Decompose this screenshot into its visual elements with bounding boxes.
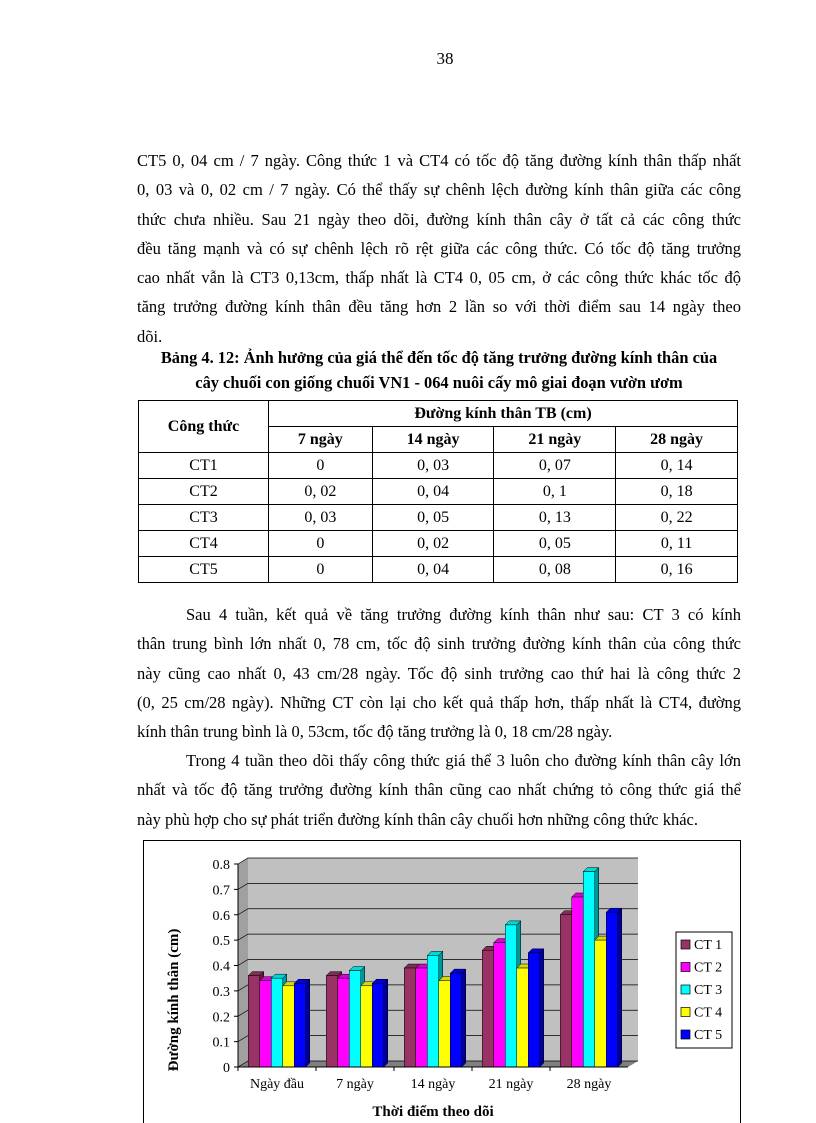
y-axis-title: Đường kính thân (cm) bbox=[166, 928, 182, 1072]
table-cell: 0, 07 bbox=[494, 453, 616, 479]
table-row bbox=[139, 557, 738, 583]
table-cell: CT3 bbox=[139, 505, 269, 531]
table-cell: 0, 16 bbox=[616, 557, 738, 583]
legend-swatch bbox=[681, 1008, 690, 1017]
y-tick-label: 0.6 bbox=[212, 908, 230, 924]
table-cell: 0, 05 bbox=[494, 531, 616, 557]
sub-header: 21 ngày bbox=[494, 427, 616, 453]
table-caption-line: Bảng 4. 12: Ảnh hưởng của giá thể đến tốc độ tăng trưởng đường kính thân của bbox=[160, 348, 718, 367]
table-cell: 0, 04 bbox=[372, 557, 494, 583]
text-line: tăng trưởng đường kính thân đều tăng hơn 2 lần so với thời điểm sau 14 ngày theo bbox=[137, 297, 741, 317]
text-line: Sau 4 tuần, kết quả về tăng trưởng đường kính thân như sau: CT 3 có kính bbox=[186, 605, 741, 624]
table-row bbox=[139, 531, 738, 557]
table-cell: 0, 14 bbox=[616, 453, 738, 479]
bar bbox=[528, 949, 544, 1067]
table-row bbox=[139, 479, 738, 505]
text-line: nhất và tốc độ tăng trưởng đường kính thân cũng cao nhất chứng tỏ công thức giá thể bbox=[137, 780, 741, 800]
x-axis-title: Thời điểm theo dõi bbox=[372, 1104, 494, 1120]
text-line: này cũng cao nhất 0, 43 cm/28 ngày. Tốc độ sinh trưởng cao thứ hai là công thức 2 bbox=[137, 663, 741, 683]
table-cell: 0 bbox=[269, 531, 373, 557]
table-cell: CT2 bbox=[139, 479, 269, 505]
table-caption bbox=[136, 345, 742, 395]
sub-header: 7 ngày bbox=[269, 427, 373, 453]
text-line: Trong 4 tuần theo dõi thấy công thức giá thể 3 luôn cho đường kính thân cây lớn bbox=[186, 751, 741, 770]
paragraph-2 bbox=[137, 600, 741, 746]
text-line: (0, 25 cm/28 ngày). Những CT còn lại cho kết quả thấp hơn, thấp nhất là CT4, đường bbox=[137, 692, 741, 712]
table-cell: 0, 05 bbox=[372, 505, 494, 531]
table-cell: 0, 13 bbox=[494, 505, 616, 531]
table-cell: 0, 1 bbox=[494, 479, 616, 505]
y-tick-label: 0.2 bbox=[212, 1010, 230, 1026]
table-cell: CT4 bbox=[139, 531, 269, 557]
table-cell: 0, 08 bbox=[494, 557, 616, 583]
table-cell: 0, 03 bbox=[269, 505, 373, 531]
y-tick-label: 0 bbox=[223, 1061, 230, 1076]
bar-chart bbox=[143, 840, 741, 1123]
table-cell: 0, 03 bbox=[372, 453, 494, 479]
y-tick-label: 0.1 bbox=[212, 1035, 230, 1051]
table-cell: 0, 18 bbox=[616, 479, 738, 505]
col-header: Công thức bbox=[139, 401, 269, 453]
text-line: thức chưa nhiều. Sau 21 ngày theo dõi, đường kính thân cây ở tất cả các công thức bbox=[137, 209, 741, 229]
legend-swatch bbox=[681, 985, 690, 994]
table-cell: CT5 bbox=[139, 557, 269, 583]
x-tick-label: Ngày đầu bbox=[249, 1077, 305, 1092]
text-line: CT5 0, 04 cm / 7 ngày. Công thức 1 và CT4 có tốc độ tăng đường kính thân thấp nhất bbox=[137, 151, 741, 170]
data-table bbox=[138, 400, 738, 583]
table-cell: 0 bbox=[269, 557, 373, 583]
y-tick-label: 0.8 bbox=[212, 858, 230, 873]
table-cell: 0, 22 bbox=[616, 505, 738, 531]
sub-header: 28 ngày bbox=[616, 427, 738, 453]
legend-label: CT 3 bbox=[694, 983, 723, 998]
page-number: 38 bbox=[436, 49, 454, 68]
paragraph-1 bbox=[137, 146, 741, 351]
group-header: Đường kính thân TB (cm) bbox=[269, 401, 738, 427]
table-cell: 0, 02 bbox=[269, 479, 373, 505]
legend-label: CT 2 bbox=[694, 960, 723, 976]
x-tick-label: 7 ngày bbox=[336, 1077, 374, 1092]
x-tick-label: 28 ngày bbox=[566, 1077, 612, 1092]
table-cell: 0, 04 bbox=[372, 479, 494, 505]
table-caption-line: cây chuối con giống chuối VN1 - 064 nuôi cấy mô giai đoạn vườn ươm bbox=[195, 373, 683, 392]
legend-swatch bbox=[681, 963, 690, 972]
text-line: đều tăng mạnh và có sự chênh lệch rõ rệt giữa các công thức. Có tốc độ tăng trưởng bbox=[137, 238, 741, 258]
chart-legend bbox=[676, 932, 732, 1048]
sub-header: 14 ngày bbox=[372, 427, 494, 453]
legend-swatch bbox=[681, 1030, 690, 1039]
legend-label: CT 4 bbox=[694, 1005, 723, 1021]
paragraph-3 bbox=[137, 746, 741, 834]
y-tick-label: 0.4 bbox=[212, 959, 230, 975]
text-line: này phù hợp cho sự phát triển đường kính thân cây chuối hơn những công thức khác. bbox=[137, 809, 698, 829]
y-tick-label: 0.7 bbox=[212, 883, 230, 899]
y-tick-label: 0.3 bbox=[212, 984, 230, 1000]
text-line: 0, 03 và 0, 02 cm / 7 ngày. Có thể thấy sự chênh lệch đường kính thân giữa các công bbox=[137, 180, 741, 200]
text-line: cao nhất vẫn là CT3 0,13cm, thấp nhất là CT4 0, 05 cm, ở các công thức khác tốc độ bbox=[137, 268, 741, 288]
bar bbox=[450, 969, 466, 1067]
table-row bbox=[139, 505, 738, 531]
legend-label: CT 5 bbox=[694, 1028, 723, 1043]
bar bbox=[606, 908, 622, 1067]
text-line: thân trung bình lớn nhất 0, 78 cm, tốc độ sinh trưởng đường kính thân của công thức bbox=[137, 634, 741, 654]
x-tick-label: 21 ngày bbox=[488, 1077, 534, 1092]
bar bbox=[294, 979, 310, 1067]
y-tick-label: 0.5 bbox=[212, 934, 230, 950]
table-cell: 0, 02 bbox=[372, 531, 494, 557]
table-cell: 0 bbox=[269, 453, 373, 479]
x-tick-label: 14 ngày bbox=[410, 1077, 456, 1092]
table-cell: 0, 11 bbox=[616, 531, 738, 557]
bar bbox=[372, 979, 388, 1067]
text-line: kính thân trung bình là 0, 53cm, tốc độ tăng trưởng là 0, 18 cm/28 ngày. bbox=[137, 722, 613, 742]
table-cell: CT1 bbox=[139, 453, 269, 479]
table-row bbox=[139, 453, 738, 479]
legend-swatch bbox=[681, 940, 690, 949]
text-line: dõi. bbox=[137, 326, 163, 346]
legend-label: CT 1 bbox=[694, 938, 723, 953]
